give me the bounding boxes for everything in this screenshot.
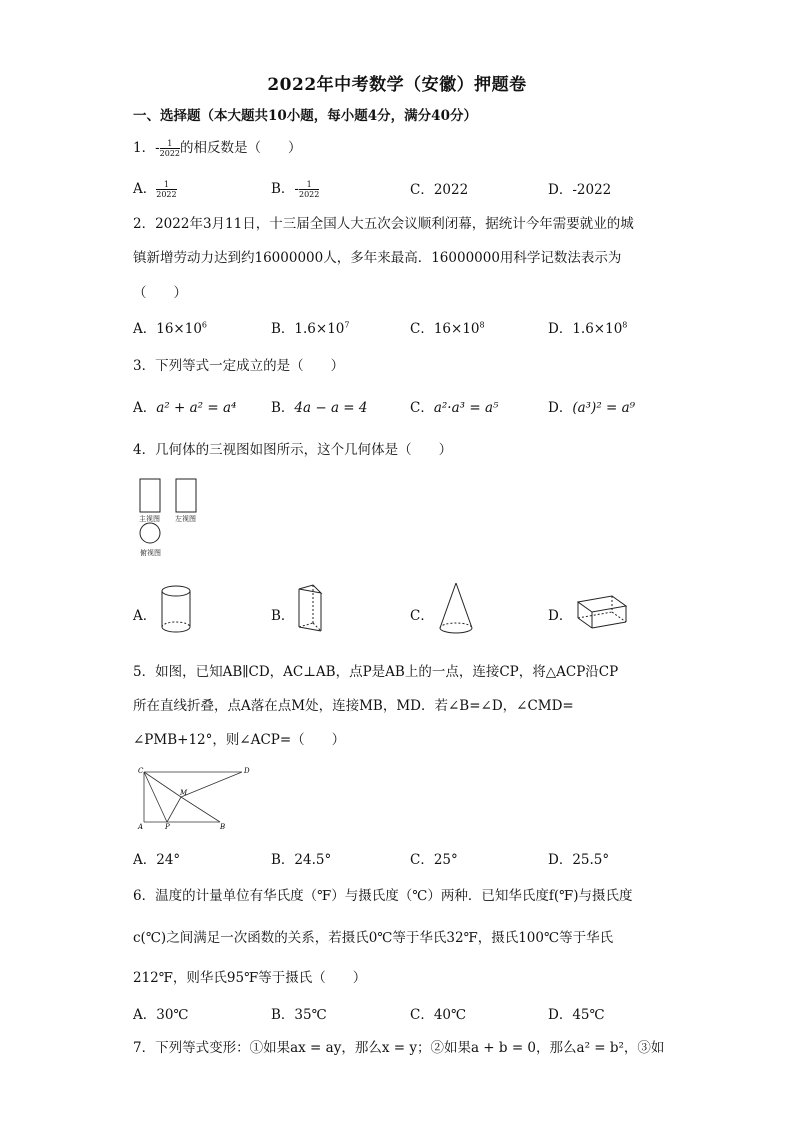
q1-prefix: 1． <box>133 140 156 156</box>
q6-line-2: c(℃)之间满足一次函数的关系，若摄氏0℃等于华氏32℉，摄氏100℃等于华氏 <box>133 930 614 946</box>
front-view-label: 主视图 <box>139 515 160 523</box>
page-title: 2022年中考数学（安徽）押题卷 <box>267 75 527 95</box>
q3-option-b: B．4a − a = 4 <box>271 400 368 416</box>
q1-suffix: 的相反数是（ ） <box>180 140 302 156</box>
q3-option-d: D．(a³)² = a⁹ <box>548 400 636 416</box>
q2-option-c: C．$16\times 10^8$ <box>410 320 485 337</box>
cylinder-icon <box>158 583 194 637</box>
section-heading: 一、选择题（本大题共10小题，每小题4分，满分40分） <box>133 108 477 124</box>
point-c-label: C <box>138 767 144 775</box>
side-view-rect <box>176 479 196 512</box>
q1-option-b: B．- $\frac{1}{2022}$ <box>271 180 320 199</box>
front-view-rect <box>140 479 160 512</box>
q5-line-2: 所在直线折叠，点A落在点M处，连接MB，MD．若∠B=∠D，∠CMD= <box>133 698 574 714</box>
q3-option-c: C．a²·a³ = a⁵ <box>410 400 499 416</box>
q4-option-a: A． <box>133 608 157 624</box>
q1-fraction: $\frac{1}{2022}$ <box>159 139 181 158</box>
q4-option-c: C． <box>410 608 434 624</box>
q6-option-d: D．45℃ <box>548 1007 605 1023</box>
q5-option-b: B．24.5° <box>271 852 332 868</box>
point-p-label: P <box>165 823 170 831</box>
side-view-label: 左视图 <box>175 515 196 523</box>
q2-option-a: A．$16\times 10^6$ <box>133 320 208 337</box>
q5-line-3: ∠PMB+12°，则∠ACP=（ ） <box>133 732 346 748</box>
point-a-label: A <box>138 823 144 831</box>
q2-line-1: 2．2022年3月11日，十三届全国人大五次会议顺利闭幕，据统计今年需要就业的城 <box>133 216 634 232</box>
q3-option-a: A．a² + a² = a⁴ <box>133 400 237 416</box>
q1-option-a: A． $\frac{1}{2022}$ <box>133 180 177 199</box>
cuboid-icon <box>574 592 630 632</box>
q1-option-c: C．2022 <box>410 182 469 198</box>
geometry-figure <box>134 764 254 834</box>
q2-line-2: 镇新增劳动力达到约16000000人，多年来最高．16000000用科学记数法表示为 <box>133 250 622 266</box>
q5-line-1: 5．如图，已知AB∥CD，AC⊥AB，点P是AB上的一点，连接CP，将△ACP沿CP <box>133 664 619 680</box>
q5-option-c: C．25° <box>410 852 458 868</box>
q6-option-a: A．30℃ <box>133 1007 189 1023</box>
top-view-circle <box>140 523 160 543</box>
cone-icon <box>436 580 476 638</box>
q2-option-b: B．$1.6\times 10^7$ <box>271 320 350 337</box>
q4-option-b: B． <box>271 608 295 624</box>
q6-option-b: B．35℃ <box>271 1007 327 1023</box>
q4-option-d: D． <box>548 608 573 624</box>
q2-line-3: （ ） <box>133 285 187 301</box>
q7-line-1: 7．下列等式变形：①如果ax = ay，那么x = y；②如果a + b = 0，那么a² = b²，③如 <box>133 1040 665 1056</box>
q6-option-c: C．40℃ <box>410 1007 467 1023</box>
q5-option-a: A．24° <box>133 852 181 868</box>
q1-option-d: D．-2022 <box>548 182 612 198</box>
q4-stem: 4．几何体的三视图如图所示，这个几何体是（ ） <box>133 442 453 458</box>
q6-line-1: 6．温度的计量单位有华氏度（℉）与摄氏度（℃）两种．已知华氏度f(℉)与摄氏度 <box>133 888 633 904</box>
q2-option-d: D．$1.6\times 10^8$ <box>548 320 628 337</box>
top-view-label: 俯视图 <box>140 549 161 557</box>
triangular-prism-icon <box>295 583 331 637</box>
q5-option-d: D．25.5° <box>548 852 610 868</box>
point-m-label: M <box>180 789 188 797</box>
point-b-label: B <box>220 823 226 831</box>
point-d-label: D <box>244 767 250 775</box>
q6-line-3: 212℉，则华氏95℉等于摄氏（ ） <box>133 970 367 986</box>
q1-stem: 1．- $\frac{1}{2022}$ 的相反数是（ ） <box>133 139 302 158</box>
q3-stem: 3．下列等式一定成立的是（ ） <box>133 358 345 374</box>
